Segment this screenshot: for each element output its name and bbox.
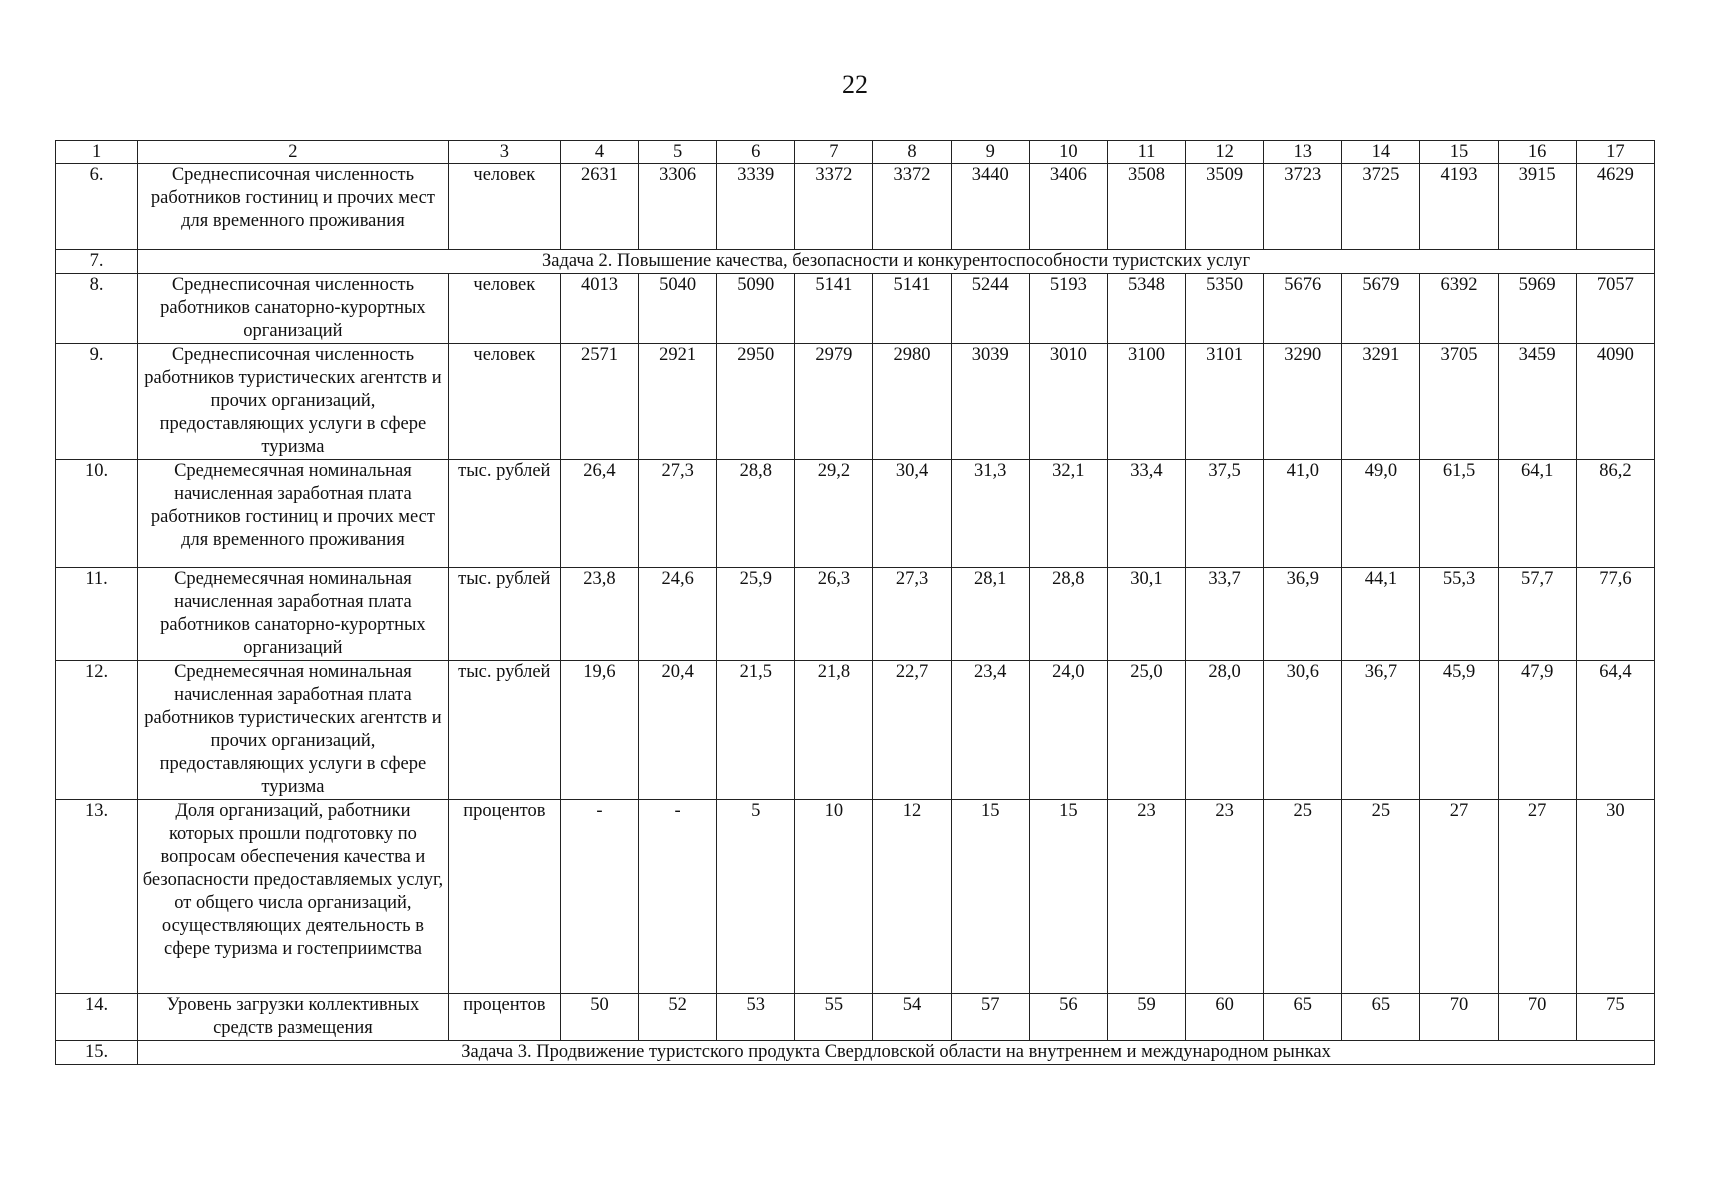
header-row [56,141,1655,164]
value-cell: 20,4 [639,661,717,800]
row-number: 6. [56,164,138,250]
column-header-14: 14 [1342,141,1420,164]
value-cell: 5090 [717,274,795,344]
value-cell: 4090 [1576,344,1654,460]
value-cell: 3372 [795,164,873,250]
table-row [56,661,1655,800]
value-cell: 37,5 [1186,460,1264,568]
value-cell: 56 [1029,994,1107,1041]
value-cell: 2631 [560,164,638,250]
value-cell: 24,6 [639,568,717,661]
value-cell: 30 [1576,800,1654,994]
value-cell: 3459 [1498,344,1576,460]
value-cell: 5040 [639,274,717,344]
row-number: 9. [56,344,138,460]
row-number: 11. [56,568,138,661]
indicator-unit: процентов [448,994,560,1041]
value-cell: 23,4 [951,661,1029,800]
row-number: 10. [56,460,138,568]
value-cell: 5 [717,800,795,994]
value-cell: 2980 [873,344,951,460]
value-cell: 30,4 [873,460,951,568]
column-header-13: 13 [1264,141,1342,164]
value-cell: 26,4 [560,460,638,568]
value-cell: 65 [1342,994,1420,1041]
table-row [56,344,1655,460]
value-cell: 25,9 [717,568,795,661]
value-cell: 5141 [873,274,951,344]
value-cell: 3101 [1186,344,1264,460]
value-cell: 3915 [1498,164,1576,250]
value-cell: 25 [1342,800,1420,994]
indicator-name: Среднесписочная численность работников санаторно-курортных организаций [138,274,449,344]
value-cell: 3406 [1029,164,1107,250]
column-header-6: 6 [717,141,795,164]
value-cell: 27,3 [639,460,717,568]
value-cell: 70 [1498,994,1576,1041]
value-cell: 3290 [1264,344,1342,460]
value-cell: 33,4 [1107,460,1185,568]
value-cell: 59 [1107,994,1185,1041]
indicator-unit: тыс. рублей [448,568,560,661]
value-cell: 15 [951,800,1029,994]
value-cell: 86,2 [1576,460,1654,568]
value-cell: 75 [1576,994,1654,1041]
value-cell: 49,0 [1342,460,1420,568]
value-cell: 28,1 [951,568,1029,661]
value-cell: 44,1 [1342,568,1420,661]
value-cell: 77,6 [1576,568,1654,661]
value-cell: 3291 [1342,344,1420,460]
value-cell: 21,8 [795,661,873,800]
value-cell: 70 [1420,994,1498,1041]
value-cell: 3039 [951,344,1029,460]
value-cell: 5244 [951,274,1029,344]
value-cell: 12 [873,800,951,994]
indicator-unit: человек [448,344,560,460]
indicator-unit: человек [448,274,560,344]
value-cell: 25 [1264,800,1342,994]
value-cell: 3725 [1342,164,1420,250]
value-cell: 41,0 [1264,460,1342,568]
value-cell: 21,5 [717,661,795,800]
value-cell: 3372 [873,164,951,250]
task-row [56,1041,1655,1065]
value-cell: 27,3 [873,568,951,661]
value-cell: 3509 [1186,164,1264,250]
value-cell: 32,1 [1029,460,1107,568]
value-cell: 3705 [1420,344,1498,460]
column-header-4: 4 [560,141,638,164]
row-number: 15. [56,1041,138,1065]
value-cell: 55 [795,994,873,1041]
value-cell: 3339 [717,164,795,250]
value-cell: 30,6 [1264,661,1342,800]
value-cell: 27 [1420,800,1498,994]
task-row [56,250,1655,274]
value-cell: 3100 [1107,344,1185,460]
value-cell: 3723 [1264,164,1342,250]
column-header-11: 11 [1107,141,1185,164]
row-number: 7. [56,250,138,274]
value-cell: 25,0 [1107,661,1185,800]
value-cell: 2950 [717,344,795,460]
value-cell: 2921 [639,344,717,460]
value-cell: 28,8 [717,460,795,568]
table-row [56,994,1655,1041]
value-cell: 57,7 [1498,568,1576,661]
column-header-12: 12 [1186,141,1264,164]
indicator-name: Среднемесячная номинальная начисленная заработная плата работников санаторно-курортных организаций [138,568,449,661]
value-cell: 33,7 [1186,568,1264,661]
indicator-name: Среднесписочная численность работников гостиниц и прочих мест для временного проживания [138,164,449,250]
column-header-15: 15 [1420,141,1498,164]
value-cell: 57 [951,994,1029,1041]
value-cell: 3306 [639,164,717,250]
value-cell: 24,0 [1029,661,1107,800]
value-cell: 23 [1107,800,1185,994]
table-row [56,274,1655,344]
value-cell: 31,3 [951,460,1029,568]
column-header-1: 1 [56,141,138,164]
table-row [56,800,1655,994]
column-header-2: 2 [138,141,449,164]
value-cell: 6392 [1420,274,1498,344]
value-cell: 36,7 [1342,661,1420,800]
value-cell: 5676 [1264,274,1342,344]
table-body [56,164,1655,1065]
value-cell: 5348 [1107,274,1185,344]
column-header-10: 10 [1029,141,1107,164]
value-cell: 28,0 [1186,661,1264,800]
value-cell: 52 [639,994,717,1041]
value-cell: 27 [1498,800,1576,994]
value-cell: 2571 [560,344,638,460]
value-cell: 29,2 [795,460,873,568]
value-cell: 55,3 [1420,568,1498,661]
column-header-3: 3 [448,141,560,164]
value-cell: 5679 [1342,274,1420,344]
value-cell: 50 [560,994,638,1041]
column-header-8: 8 [873,141,951,164]
value-cell: 65 [1264,994,1342,1041]
indicator-name: Доля организаций, работники которых прошли подготовку по вопросам обеспечения качества и безопасности предоставляемых услуг, от общего числа организаций, осуществляющих деятельность в сфере туризма и гостеприимства [138,800,449,994]
indicator-unit: тыс. рублей [448,460,560,568]
row-number: 13. [56,800,138,994]
value-cell: 22,7 [873,661,951,800]
value-cell: 2979 [795,344,873,460]
column-header-16: 16 [1498,141,1576,164]
value-cell: 28,8 [1029,568,1107,661]
indicators-table [55,140,1655,1065]
column-header-5: 5 [639,141,717,164]
value-cell: 47,9 [1498,661,1576,800]
value-cell: 5350 [1186,274,1264,344]
indicator-name: Среднесписочная численность работников туристических агентств и прочих организаций, предоставляющих услуги в сфере туризма [138,344,449,460]
indicator-unit: человек [448,164,560,250]
value-cell: 5969 [1498,274,1576,344]
value-cell: 30,1 [1107,568,1185,661]
value-cell: 23,8 [560,568,638,661]
column-header-9: 9 [951,141,1029,164]
task-heading: Задача 2. Повышение качества, безопасности и конкурентоспособности туристских услуг [138,250,1655,274]
table-row [56,568,1655,661]
table-row [56,164,1655,250]
value-cell: 19,6 [560,661,638,800]
table-row [56,460,1655,568]
value-cell: 3508 [1107,164,1185,250]
task-heading: Задача 3. Продвижение туристского продукта Свердловской области на внутреннем и международном рынках [138,1041,1655,1065]
row-number: 14. [56,994,138,1041]
column-header-17: 17 [1576,141,1654,164]
value-cell: 64,4 [1576,661,1654,800]
value-cell: 61,5 [1420,460,1498,568]
value-cell: 15 [1029,800,1107,994]
value-cell: 4629 [1576,164,1654,250]
row-number: 12. [56,661,138,800]
value-cell: 64,1 [1498,460,1576,568]
value-cell: 5193 [1029,274,1107,344]
value-cell: - [639,800,717,994]
page-number: 22 [842,70,868,99]
value-cell: 4013 [560,274,638,344]
value-cell: 4193 [1420,164,1498,250]
indicator-name: Среднемесячная номинальная начисленная заработная плата работников гостиниц и прочих мест для временного проживания [138,460,449,568]
row-number: 8. [56,274,138,344]
value-cell: 54 [873,994,951,1041]
value-cell: - [560,800,638,994]
value-cell: 7057 [1576,274,1654,344]
value-cell: 5141 [795,274,873,344]
indicator-unit: процентов [448,800,560,994]
indicator-name: Среднемесячная номинальная начисленная заработная плата работников туристических агентств и прочих организаций, предоставляющих услуги в сфере туризма [138,661,449,800]
indicator-name: Уровень загрузки коллективных средств размещения [138,994,449,1041]
column-header-7: 7 [795,141,873,164]
indicator-unit: тыс. рублей [448,661,560,800]
value-cell: 36,9 [1264,568,1342,661]
value-cell: 45,9 [1420,661,1498,800]
value-cell: 23 [1186,800,1264,994]
value-cell: 53 [717,994,795,1041]
value-cell: 10 [795,800,873,994]
value-cell: 26,3 [795,568,873,661]
value-cell: 3440 [951,164,1029,250]
value-cell: 3010 [1029,344,1107,460]
value-cell: 60 [1186,994,1264,1041]
